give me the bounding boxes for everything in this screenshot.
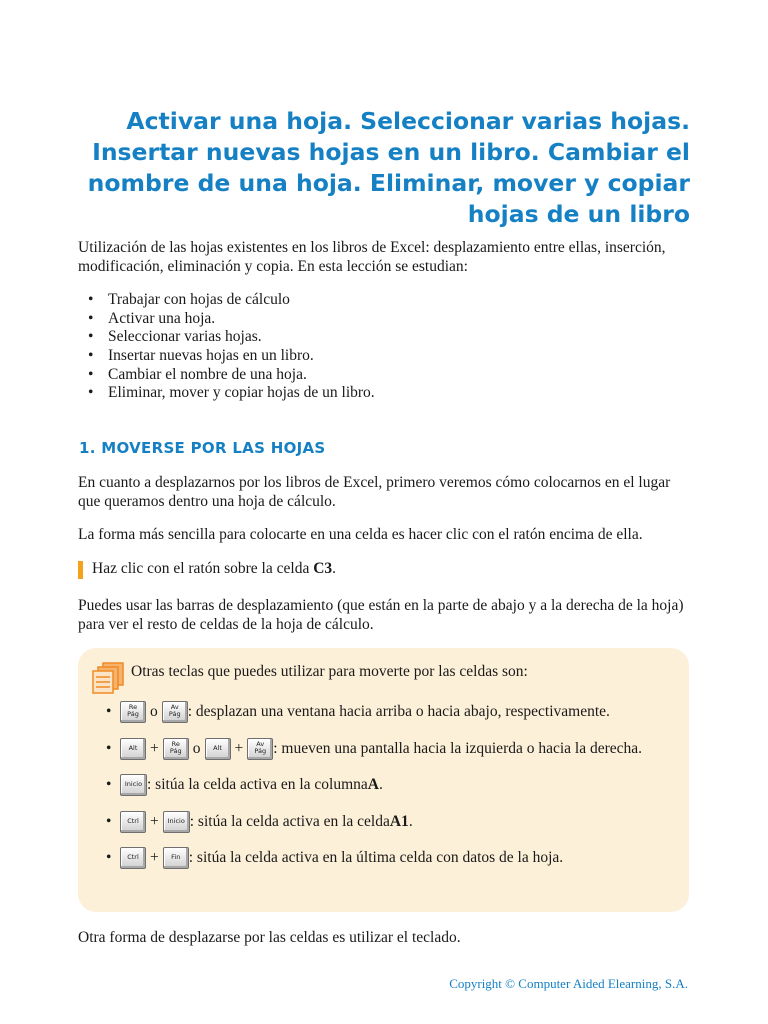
paragraph-line: que queramos dentro una hoja de cálculo. [78, 493, 336, 510]
section-heading: 1. MOVERSE POR LAS HOJAS [79, 439, 326, 457]
fin-key-icon: Fin [163, 847, 189, 869]
footer-copyright: Copyright © Computer Aided Elearning, S.A. [449, 976, 688, 991]
paragraph [78, 525, 698, 544]
paragraph-line: La forma más sencilla para colocarte en una celda es hacer clic con el ratón encima de ella. [78, 526, 643, 543]
paragraph-line: Otra forma de desplazarse por las celdas es utilizar el teclado. [78, 929, 461, 946]
documents-icon [91, 661, 125, 695]
shortcut-item: • Inicio : sitúa la celda activa en la columna A . [106, 773, 383, 797]
shortcut-item: • Ctrl + Fin : sitúa la celda activa en la última celda con datos de la hoja. [106, 846, 563, 870]
shortcut-description: : sitúa la celda activa en la celda [189, 813, 390, 830]
shortcut-description: : desplazan una ventana hacia arriba o hacia abajo, respectivamente. [187, 703, 610, 720]
note-marker [78, 561, 83, 579]
column-reference: A [367, 776, 379, 793]
title-line: Insertar nuevas hojas en un libro. Cambiar el [92, 138, 690, 166]
repag-key-icon: Re Pág [120, 701, 146, 723]
list-item: • Eliminar, mover y copiar hojas de un libro. [88, 384, 375, 403]
avpag-key-icon: Av Pág [162, 701, 188, 723]
inicio-key-icon: Inicio [163, 811, 190, 833]
ctrl-key-icon: Ctrl [120, 811, 146, 833]
tip-intro: Otras teclas que puedes utilizar para moverte por las celdas son: [131, 663, 528, 680]
list-item: • Insertar nuevas hojas en un libro. [88, 347, 375, 366]
instruction-note: Haz clic con el ratón sobre la celda C3. [92, 560, 337, 577]
paragraph-line: Puedes usar las barras de desplazamiento (que están en la parte de abajo y a la derecha de la hoja) [78, 597, 684, 614]
ctrl-key-icon: Ctrl [120, 847, 146, 869]
shortcut-item: • Ctrl + Inicio : sitúa la celda activa en la celda A1 . [106, 810, 413, 834]
shortcut-description: : sitúa la celda activa en la columna [147, 776, 368, 793]
shortcut-description: : sitúa la celda activa en la última celda con datos de la hoja. [188, 849, 564, 866]
repag-key-icon: Re Pág [163, 738, 189, 760]
alt-key-icon: Alt [205, 738, 231, 760]
intro-line: modificación, eliminación y copia. En esta lección se estudian: [78, 258, 468, 275]
paragraph [78, 473, 698, 511]
shortcut-item: • Alt + Re Pág o Alt + Av Pág : mueven una pantalla hacia la izquierda o hacia la derecha. [106, 737, 642, 761]
title-line: hojas de un libro [467, 200, 690, 228]
paragraph-line: En cuanto a desplazarnos por los libros de Excel, primero veremos cómo colocarnos en el lugar [78, 474, 671, 491]
shortcut-item: • Re Pág o Av Pág : desplazan una ventana hacia arriba o hacia abajo, respectivamente. [106, 700, 610, 724]
cell-reference: A1 [389, 813, 409, 830]
list-item: • Activar una hoja. [88, 310, 375, 329]
intro-paragraph [78, 238, 698, 276]
alt-key-icon: Alt [120, 738, 146, 760]
paragraph [78, 928, 698, 947]
list-item: • Seleccionar varias hojas. [88, 328, 375, 347]
intro-line: Utilización de las hojas existentes en los libros de Excel: desplazamiento entre ellas, inserción, [78, 239, 666, 256]
shortcut-description: : mueven una pantalla hacia la izquierda o hacia la derecha. [273, 740, 643, 757]
list-item: • Trabajar con hojas de cálculo [88, 291, 375, 310]
paragraph [78, 596, 698, 634]
page-title [80, 106, 690, 230]
inicio-key-icon: Inicio [120, 774, 147, 796]
paragraph-line: para ver el resto de celdas de la hoja de cálculo. [78, 616, 374, 633]
list-item: • Cambiar el nombre de una hoja. [88, 366, 375, 385]
title-line: Activar una hoja. Seleccionar varias hojas. [126, 107, 690, 135]
cell-reference: C3 [313, 560, 333, 577]
topic-list [88, 291, 375, 403]
avpag-key-icon: Av Pág [247, 738, 273, 760]
title-line: nombre de una hoja. Eliminar, mover y copiar [87, 169, 690, 197]
